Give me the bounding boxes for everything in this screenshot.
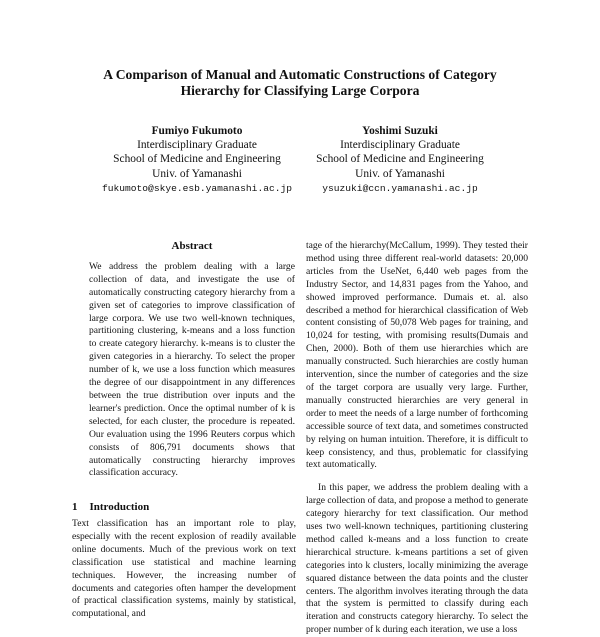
body-paragraph: tage of the hierarchy(McCallum, 1999). They tested their method using three different real-world datasets: 20,000 articles from the UseNet, 6,440 web pages from the Industry Sector, and 14,831 pages from the Yahoo, and showed improved performance. Dumais et. al. also described a method for hierarchical classification of Web content consisting of 50,078 Web pages for training, and 10,024 for testing, with promising results(Dumais and Chen, 2000). Both of them use hierarchies which are manually constructed. Such hierarchies are costly human intervention, since the number of categories and the size of the target corpora are usually very large. Further, manually constructed hierarchies are very general in order to meet the needs of a large number of forthcoming accessible source of text data, and sometimes constructed by relying on human intuition. Therefore, it is difficult to keep consistency, and thus, problematic for classifying text automatically.	[306, 240, 528, 471]
author-email: fukumoto@skye.esb.yamanashi.ac.jp	[102, 182, 292, 194]
abstract-heading: Abstract	[171, 240, 213, 252]
body-paragraph: In this paper, we address the problem dealing with a large collection of data, and propose a method to generate category hierarchy for text classification. Our method uses two well-known techniques, partitioning clustering method called k-means and a loss function to create hierarchical structure. k-means partitions a set of given categories into k clusters, locally minimizing the average squared distance between the data points and the cluster centers. The algorithm involves iterating through the data that the system is permitted to classify during each iteration and constructs category hierarchy. To select the proper number of k during each iteration, we use a loss	[306, 482, 528, 636]
author-block-2	[280, 124, 520, 196]
section-title: Introduction	[89, 501, 150, 513]
abstract-section	[89, 240, 295, 480]
author-affiliation: Univ. of Yamanashi	[355, 167, 445, 180]
right-column	[306, 240, 528, 637]
author-affiliation: Interdisciplinary Graduate	[340, 139, 460, 152]
title-line-1: A Comparison of Manual and Automatic Constructions of Category	[103, 67, 497, 82]
author-affiliation: Interdisciplinary Graduate	[137, 139, 257, 152]
abstract-text: We address the problem dealing with a large collection of data, and investigate the use of automatically constructing category hierarchy from a given set of categories to improve classification of large corpora. We use two well-known techniques, partitioning clustering, k-means and a loss function to create category hierarchy. k-means is to cluster the given categories in a hierarchy. To select the proper number of k, we use a loss function which measures the degree of our disappointment in any differences between the true distribution over inputs and the learner's prediction. Once the optimal number of k is selected, for each cluster, the procedure is repeated. Our evaluation using the 1996 Reuters corpus which consists of 806,791 documents shows that automatically constructing hierarchy improves classification accuracy.	[89, 260, 295, 479]
section-number: 1	[72, 501, 78, 513]
author-name: Fumiyo Fukumoto	[151, 125, 243, 137]
introduction-text: Text classification has an important role to play, especially with the recent explosion of readily available online documents. Much of the previous work on text classification use statistical and machine learning techniques. However, the increasing number of documents and categories often hamper the development of practical classification systems, mainly by statistical, computational, and	[72, 518, 296, 620]
section-heading	[72, 501, 161, 513]
paper-title	[60, 67, 540, 99]
introduction-body	[72, 518, 296, 621]
author-affiliation: School of Medicine and Engineering	[316, 153, 484, 166]
author-email: ysuzuki@ccn.yamanashi.ac.jp	[322, 182, 478, 194]
author-affiliation: School of Medicine and Engineering	[113, 153, 281, 166]
author-name: Yoshimi Suzuki	[362, 125, 438, 137]
author-affiliation: Univ. of Yamanashi	[152, 167, 242, 180]
title-line-2: Hierarchy for Classifying Large Corpora	[180, 83, 420, 98]
